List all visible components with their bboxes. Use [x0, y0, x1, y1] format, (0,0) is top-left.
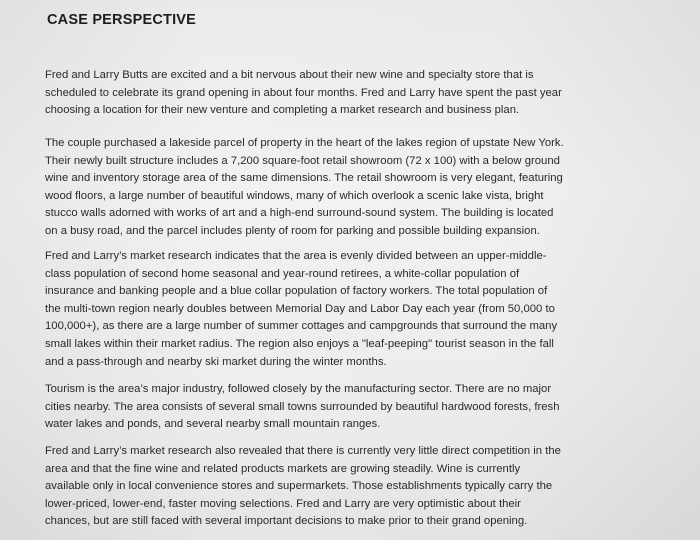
text-line: the multi-town region nearly doubles between Memorial Day and Labor Day each year (from 50,000 to: [45, 302, 555, 315]
text-line: Fred and Larry’s market research also revealed that there is currently very little direct competition in the: [45, 445, 561, 457]
text-line: on a busy road, and the parcel includes plenty of room for parking and possible building expansion.: [45, 224, 540, 237]
text-line: wine and inventory storage area of the same dimensions. The retail showroom is very elegant, featuring: [45, 172, 563, 185]
text-line: area and that the fine wine and related products markets are growing steadily. Wine is currently: [45, 462, 521, 475]
text-line: Their newly built structure includes a 7,200 square-foot retail showroom (72 x 100) with a below ground: [45, 154, 560, 167]
paragraph-competition: [45, 443, 561, 531]
paragraph-property: [45, 135, 564, 241]
text-line: stucco walls adorned with works of art and a high-end surround-sound system. The building is located: [45, 207, 554, 220]
document-heading: CASE PERSPECTIVE: [47, 12, 197, 28]
text-line: wood floors, a large number of beautiful windows, many of which overlook a scenic lake vista, bright: [45, 189, 544, 202]
text-line: water lakes and ponds, and several nearby small mountain ranges.: [45, 418, 381, 431]
text-line: Fred and Larry Butts are excited and a bit nervous about their new wine and specialty store that is: [45, 69, 534, 81]
text-line: 100,000+), as there are a large number of summer cottages and campgrounds that surround the many: [45, 320, 558, 333]
text-line: chances, but are still faced with several important decisions to make prior to their grand opening.: [45, 515, 528, 528]
text-line: scheduled to celebrate its grand opening in about four months. Fred and Larry have spent the past year: [45, 86, 562, 99]
text-line: and a pass-through and nearby ski market during the winter months.: [45, 355, 387, 368]
paragraph-tourism: [45, 381, 559, 434]
text-line: insurance and banking people and a blue collar population of factory workers. The total population of: [45, 285, 548, 298]
text-line: small lakes within their market radius. The region also enjoys a "leaf-peeping" tourist season in the fall: [45, 337, 554, 350]
text-line: available only in local convenience stores and supermarkets. Those establishments typically carry the: [45, 480, 553, 493]
text-line: The couple purchased a lakeside parcel of property in the heart of the lakes region of upstate New York.: [45, 137, 564, 149]
text-line: lower-priced, lower-end, faster moving selections. Fred and Larry are very optimistic about their: [45, 497, 521, 510]
text-line: class population of second home seasonal and year-round retirees, a white-collar population of: [45, 267, 520, 280]
paragraph-intro: [45, 67, 562, 120]
text-line: Fred and Larry’s market research indicates that the area is evenly divided between an upper-middle-: [45, 250, 547, 262]
text-line: Tourism is the area’s major industry, followed closely by the manufacturing sector. There are no major: [45, 383, 552, 395]
text-line: choosing a location for their new venture and completing a market research and business plan.: [45, 104, 520, 117]
text-line: cities nearby. The area consists of several small towns surrounded by beautiful hardwood forests, fresh: [45, 400, 560, 413]
paragraph-market-research: [45, 248, 557, 371]
